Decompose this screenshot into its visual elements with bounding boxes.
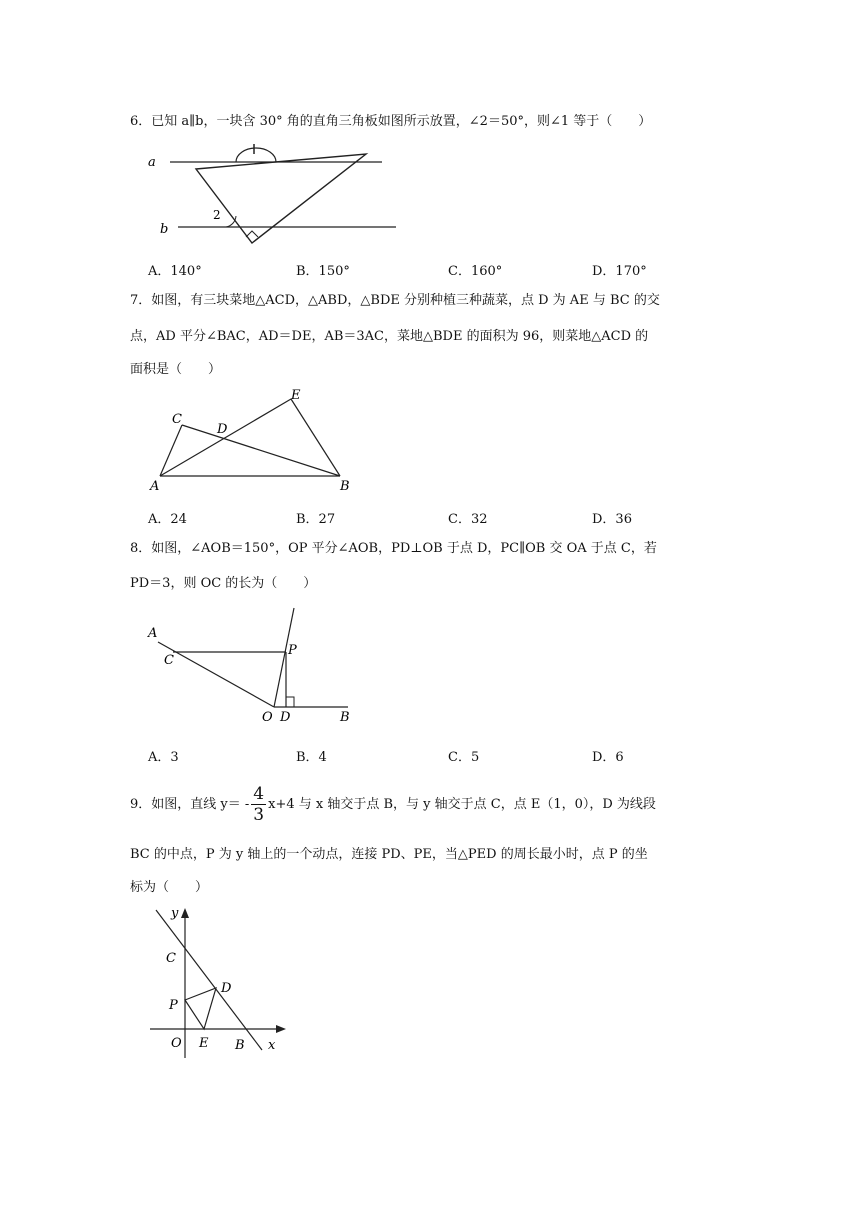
q9-stem-line-3: 标为（ ）: [130, 880, 209, 895]
q7-option-c[interactable]: C．32: [448, 512, 488, 527]
q7-segment-ae: [160, 399, 291, 476]
q6-angle-2-arc: [226, 216, 236, 227]
q8-option-a[interactable]: A．3: [148, 750, 179, 765]
q9-figure: [140, 898, 300, 1064]
q7-label-e: E: [291, 388, 301, 403]
q7-label-a: A: [150, 479, 160, 494]
q8-option-c[interactable]: C．5: [448, 750, 480, 765]
q8-label-c: C: [164, 653, 174, 668]
q9-fraction-denominator: 3: [253, 805, 265, 825]
q9-fraction-numerator: 4: [253, 784, 265, 804]
q7-segment-eb: [291, 399, 340, 476]
q9-label-c: C: [166, 951, 176, 966]
q8-stem-line-1: 8．如图，∠AOB＝150°，OP 平分∠AOB，PD⊥OB 于点 D，PC∥OB 交 OA 于点 C，若: [130, 541, 657, 556]
q9-label-x: x: [268, 1038, 276, 1053]
q9-x-axis-arrow-icon: [276, 1025, 286, 1033]
q7-stem-line-3: 面积是（ ）: [130, 362, 222, 377]
q8-figure: [140, 604, 370, 728]
q9-stem-before: 9．如图，直线 y＝ -: [130, 797, 250, 812]
q7-stem-line-2: 点，AD 平分∠BAC，AD＝DE，AB＝3AC，菜地△BDE 的面积为 96，则菜地△ACD 的: [130, 329, 649, 344]
q6-label-b: b: [160, 222, 169, 237]
q9-y-axis-arrow-icon: [181, 908, 189, 918]
q9-label-b: B: [235, 1038, 245, 1053]
q9-stem-line-1: [130, 782, 656, 828]
q7-segment-cb: [182, 425, 340, 476]
q6-label-2: 2: [213, 208, 221, 222]
q7-figure: [140, 384, 370, 496]
q8-label-a: A: [148, 626, 158, 641]
q6-option-a[interactable]: A．140°: [148, 264, 202, 279]
q6-angle-1-arc: [236, 148, 276, 162]
q9-label-d: D: [221, 981, 232, 996]
q8-label-p: P: [288, 643, 297, 658]
q7-option-a[interactable]: A．24: [148, 512, 187, 527]
q6-stem: 6．已知 a∥b，一块含 30° 角的直角三角板如图所示放置，∠2＝50°，则∠1 等于（ ）: [130, 114, 652, 129]
q6-options: [148, 260, 708, 278]
q9-label-p: P: [169, 998, 178, 1013]
q8-option-d[interactable]: D．6: [592, 750, 624, 765]
q9-label-y: y: [171, 906, 179, 921]
q8-options: [148, 746, 708, 764]
q7-stem-line-1: 7．如图，有三块菜地△ACD，△ABD，△BDE 分别种植三种蔬菜，点 D 为 AE 与 BC 的交: [130, 293, 660, 308]
q9-stem-after: x+4 与 x 轴交于点 B，与 y 轴交于点 C，点 E（1，0），D 为线段: [268, 797, 656, 812]
q7-label-b: B: [340, 479, 350, 494]
q7-options: [148, 508, 708, 526]
q9-label-e: E: [199, 1036, 209, 1051]
q8-label-o: O: [262, 710, 273, 725]
q6-option-d[interactable]: D．170°: [592, 264, 647, 279]
q6-option-c[interactable]: C．160°: [448, 264, 503, 279]
q9-triangle-ped: [185, 988, 216, 1029]
q6-triangle: [196, 154, 366, 243]
q9-label-o: O: [171, 1036, 182, 1051]
q7-segment-ac: [160, 425, 182, 476]
q7-label-d: D: [217, 422, 228, 437]
q6-right-angle-mark: [246, 231, 258, 237]
q8-stem-line-2: PD＝3，则 OC 的长为（ ）: [130, 576, 317, 591]
q8-label-d: D: [280, 710, 291, 725]
q6-label-a: a: [148, 155, 156, 170]
q8-label-b: B: [340, 710, 350, 725]
q8-option-b[interactable]: B．4: [296, 750, 327, 765]
q7-option-b[interactable]: B．27: [296, 512, 336, 527]
q6-figure: [140, 140, 410, 250]
q7-option-d[interactable]: D．36: [592, 512, 632, 527]
q6-option-b[interactable]: B．150°: [296, 264, 350, 279]
q8-right-angle-mark: [286, 697, 294, 707]
q9-stem-line-2: BC 的中点，P 为 y 轴上的一个动点，连接 PD、PE，当△PED 的周长最小时，点 P 的坐: [130, 847, 648, 862]
q7-label-c: C: [172, 412, 182, 427]
q9-fraction: [251, 784, 266, 825]
